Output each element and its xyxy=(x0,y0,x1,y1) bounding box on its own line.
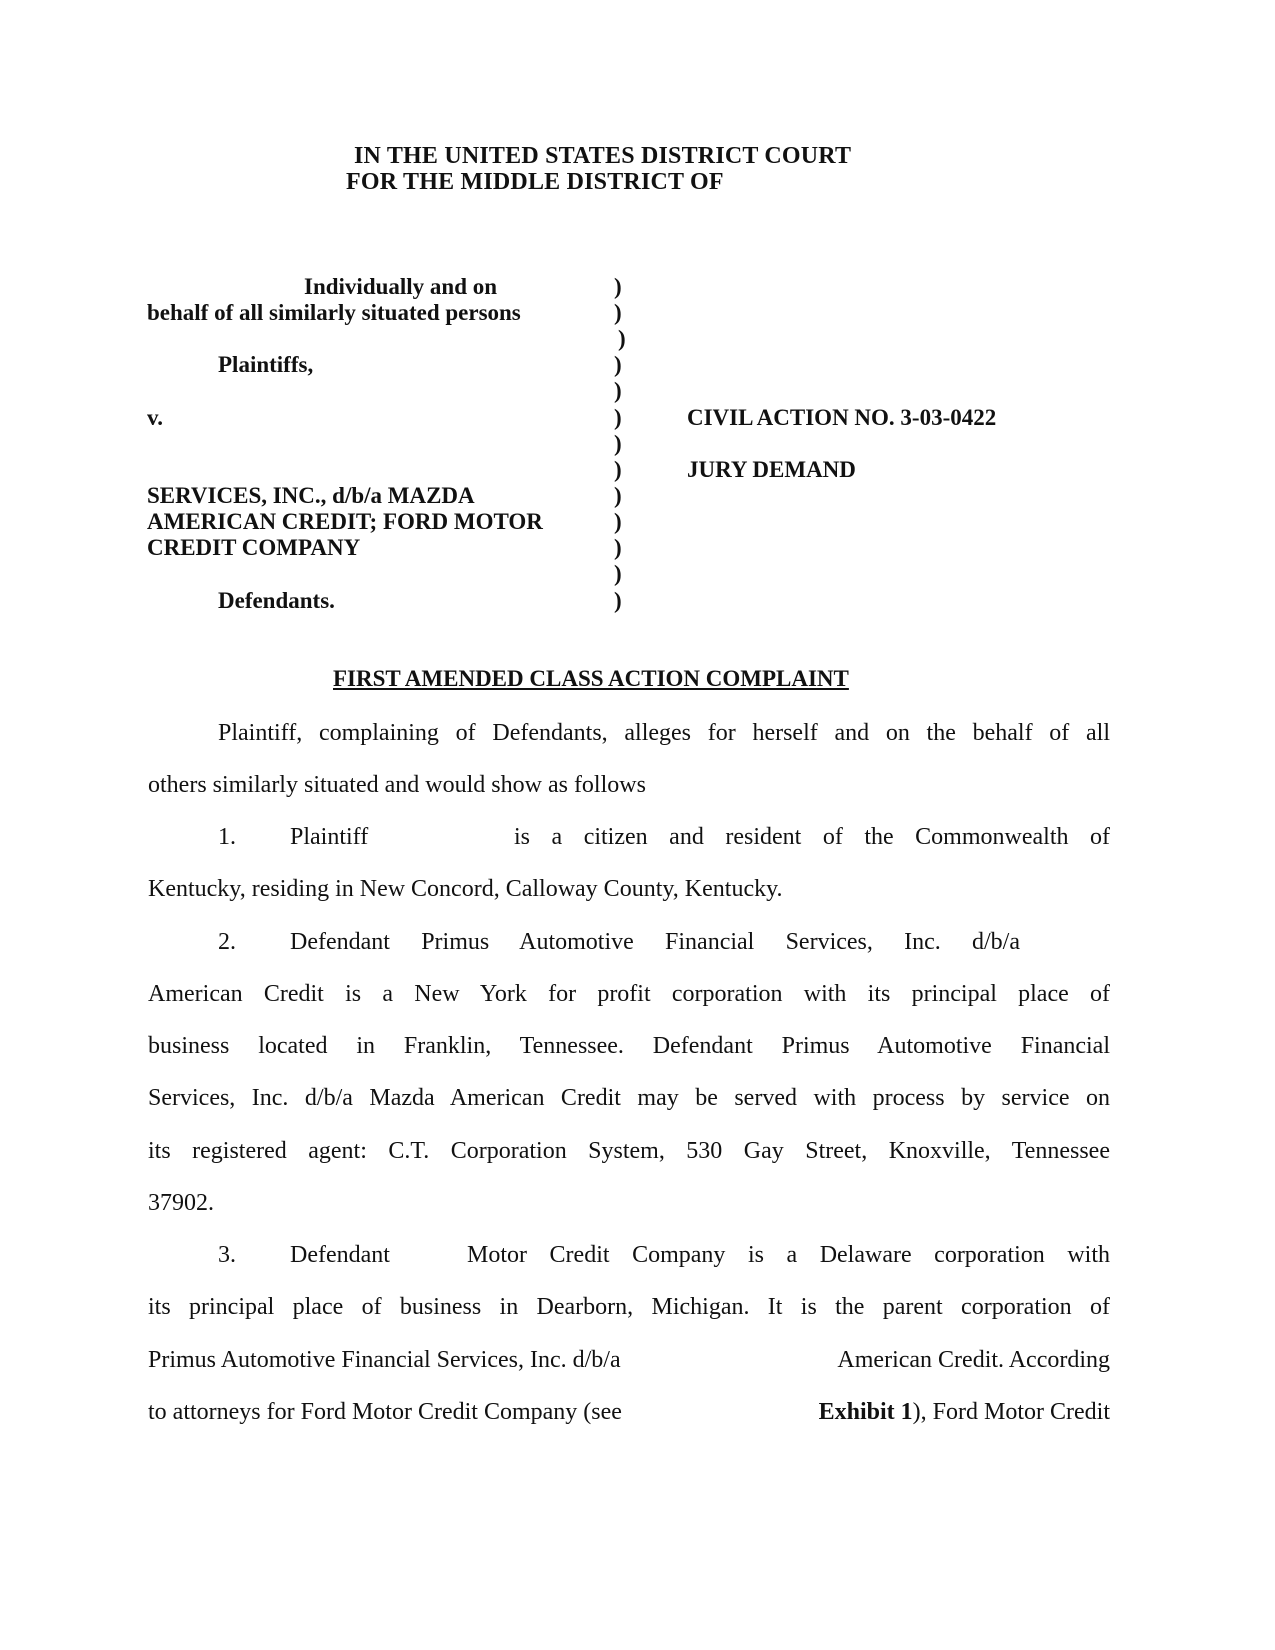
paragraph1-line2: Kentucky, residing in New Concord, Calloway County, Kentucky. xyxy=(148,876,783,902)
caption-paren: ) xyxy=(618,326,626,351)
civil-action-number: CIVIL ACTION NO. 3-03-0422 xyxy=(687,405,997,430)
defendants-label: Defendants. xyxy=(218,588,335,613)
document-title: FIRST AMENDED CLASS ACTION COMPLAINT xyxy=(333,666,849,691)
paragraph3-line1: Motor Credit Company is a Delaware corporation with xyxy=(467,1242,1110,1268)
defendant-caption-line3: CREDIT COMPANY xyxy=(147,535,361,560)
paragraph1-line1: is a citizen and resident of the Commonwealth of xyxy=(514,824,1110,850)
jury-demand: JURY DEMAND xyxy=(687,457,856,482)
paragraph2-line5: its registered agent: C.T. Corporation System, 530 Gay Street, Knoxville, Tennessee xyxy=(148,1138,1110,1164)
paragraph2-line4: Services, Inc. d/b/a Mazda American Credit may be served with process by service on xyxy=(148,1085,1110,1111)
defendant-caption-line2: AMERICAN CREDIT; FORD MOTOR xyxy=(147,509,543,534)
paragraph2-line3: business located in Franklin, Tennessee. Defendant Primus Automotive Financial xyxy=(148,1033,1110,1059)
caption-paren: ) xyxy=(614,483,622,508)
paragraph3-line4-right: ), Ford Motor Credit xyxy=(912,1399,1110,1425)
intro-line2: others similarly situated and would show as follows xyxy=(148,772,646,798)
paragraph-number: 2. xyxy=(218,929,236,955)
paragraph2-line6: 37902. xyxy=(148,1190,214,1216)
caption-paren: ) xyxy=(614,561,622,586)
paragraph-number: 1. xyxy=(218,824,236,850)
caption-paren: ) xyxy=(614,405,622,430)
plaintiff-caption-line1: Individually and on xyxy=(304,274,498,299)
paragraph3-line4-tail xyxy=(819,1400,1110,1424)
plaintiff-caption-line2: behalf of all similarly situated persons xyxy=(147,300,521,325)
intro-line1: Plaintiff, complaining of Defendants, alleges for herself and on the behalf of all xyxy=(218,720,1110,746)
caption-paren: ) xyxy=(614,509,622,534)
paragraph3-line3-right: American Credit. According xyxy=(837,1347,1110,1373)
caption-paren: ) xyxy=(614,457,622,482)
court-name-line1: IN THE UNITED STATES DISTRICT COURT xyxy=(354,143,852,169)
paragraph2-line2: American Credit is a New York for profit corporation with its principal place of xyxy=(148,981,1110,1007)
court-name-line2: FOR THE MIDDLE DISTRICT OF xyxy=(346,169,724,195)
caption-paren: ) xyxy=(614,535,622,560)
paragraph-number: 3. xyxy=(218,1242,236,1268)
paragraph3-line3-left: Primus Automotive Financial Services, Inc. d/b/a xyxy=(148,1347,621,1373)
paragraph3-line2: its principal place of business in Dearborn, Michigan. It is the parent corporation of xyxy=(148,1294,1110,1320)
paragraph3-line4-left: to attorneys for Ford Motor Credit Company (see xyxy=(148,1399,622,1425)
defendant-caption-line1: SERVICES, INC., d/b/a MAZDA xyxy=(147,483,475,508)
exhibit-reference: Exhibit 1 xyxy=(818,1399,913,1425)
caption-paren: ) xyxy=(614,300,622,325)
plaintiffs-label: Plaintiffs, xyxy=(218,352,314,377)
caption-paren: ) xyxy=(614,352,622,377)
paragraph2-line1: Defendant Primus Automotive Financial Services, Inc. d/b/a xyxy=(290,929,1020,955)
caption-paren: ) xyxy=(614,378,622,403)
paragraph3-line4 xyxy=(148,1400,1110,1424)
paragraph3-lead: Defendant xyxy=(290,1242,390,1268)
caption-paren: ) xyxy=(614,274,622,299)
caption-paren: ) xyxy=(614,588,622,613)
paragraph1-lead: Plaintiff xyxy=(290,824,369,850)
versus-label: v. xyxy=(147,405,163,430)
caption-paren: ) xyxy=(614,431,622,456)
